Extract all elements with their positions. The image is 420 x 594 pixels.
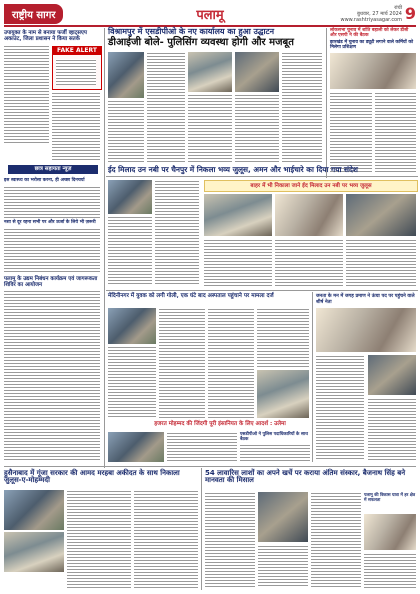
story-photo [204, 194, 272, 236]
text-block [159, 308, 205, 418]
column-rule [312, 292, 313, 462]
text-block [240, 444, 310, 462]
box-banner: छात्र सहायता न्यूज़ [8, 165, 98, 174]
text-block [316, 355, 364, 460]
text-block [108, 346, 156, 418]
ad-title: FAKE ALERT [53, 47, 101, 55]
fake-alert-ad [52, 46, 102, 90]
text-block [375, 92, 416, 172]
story-photo [316, 308, 416, 352]
text-block [364, 553, 416, 588]
story-photo [108, 52, 144, 98]
story-photo [330, 53, 416, 89]
column-rule [104, 28, 105, 468]
story-photo [108, 180, 152, 214]
section-title: पलामू [196, 8, 224, 23]
text-block [257, 308, 309, 368]
left-column [4, 30, 102, 43]
right-headline-1: लोकसभा चुनाव में शांति बहाली को लेकर डीसी और एसपी ने की बैठक [330, 28, 409, 39]
row-rule [106, 176, 418, 177]
text-block [134, 490, 198, 588]
top-headline: विश्रामपुर में एसडीपीओ के नए कार्यालय का हुआ उद्घाटन [108, 27, 275, 36]
story-photo [368, 355, 416, 395]
text-block [155, 180, 199, 286]
column-rule [201, 468, 202, 590]
text-block [368, 398, 416, 460]
text-block [275, 239, 343, 286]
page-number: 9 [404, 4, 416, 23]
left-headline-3: नशा से दूर रहना सभी पर और ऊर्जा के लिये भी ज़रूरी [4, 220, 96, 225]
text-block [4, 45, 49, 145]
text-block [208, 308, 254, 418]
mid-headline: ईद मिलाद उन नबी पर चैनपुर में निकला भव्य जुलूस, अमन और भाईचारे का दिया गया संदेश [108, 165, 358, 174]
text-block [108, 100, 144, 162]
text-block [4, 290, 100, 460]
portrait-photo [258, 492, 308, 542]
bottom-headline-left: हुसैनाबाद में गूंजा सरकार की आमद मरहबा अकीदत के साथ निकाला जुलूस-ए-मोहम्मदी [4, 469, 180, 485]
text-block [67, 490, 131, 588]
text-block [188, 94, 232, 162]
left-headline-2: इस स्वास्थ्य का भरोसा करना, ही अच्छा दिनचर्या [4, 178, 85, 183]
center-headline-2: हजरत मोहम्मद की जिंदगी पूरी इंसानियत के लिए आदर्श : उलेमा [154, 421, 286, 427]
dateline-date: बुधवार, 27 मार्च 2024 [357, 11, 402, 17]
text-block [4, 228, 100, 274]
story-photo [188, 52, 232, 92]
text-block [235, 94, 279, 162]
dateline-city: रांची [394, 5, 402, 11]
text-block [167, 432, 237, 462]
text-block [204, 239, 272, 286]
center-headline-4: एसडीपीओ ने पुलिस पदाधिकारियों के साथ बैठक [240, 432, 308, 443]
text-block [346, 239, 416, 286]
text-block [205, 492, 255, 588]
text-block [52, 92, 100, 162]
story-photo [235, 52, 279, 92]
row-rule [4, 466, 416, 467]
story-photo [257, 370, 309, 418]
story-photo [275, 194, 343, 236]
text-block [311, 492, 361, 588]
left-headline-4: पलामू के उद्यम निबंधन कार्यक्रम एवं जागरूकता शिविर का आयोजन [4, 276, 98, 289]
ad-text [56, 59, 96, 85]
story-photo [364, 514, 416, 550]
column-rule [326, 28, 327, 178]
brand-logo: राष्ट्रीय सागर [4, 4, 63, 24]
row-rule [106, 290, 418, 291]
website: www.rashtriyasagar.com [340, 17, 402, 23]
right-headline-2: झारखंड में चुनाव का ड्यूटी लगाने वाले कर्मियों को मिलेगा प्रशिक्षण [330, 40, 414, 51]
story-photo [108, 308, 156, 344]
story-photo [108, 432, 164, 462]
story-photo [4, 532, 64, 572]
text-block [258, 545, 308, 588]
left-headline-1: उपायुक्त के नाम से बनाया फर्जी व्हाट्सएप अकाउंट, जिला प्रशासन ने किया सतर्क [4, 30, 87, 43]
text-block [282, 52, 322, 162]
bottom-headline-right: 54 लावारिस लाशों का अपने खर्चे पर कराया अंतिम संस्कार, बैजनाथ सिंह बने मानवता की मिसाल [205, 469, 406, 485]
text-block [4, 186, 100, 218]
story-photo [346, 194, 416, 236]
text-block [147, 52, 185, 162]
text-block [330, 92, 372, 172]
center-headline-3: जनता के मन में जगह प्रमाण ने ऊंचा पद पर पहुंचने वाले शीर्ष नेता [316, 294, 415, 305]
bottom-headline-small: पलामू की विकास यात्रा में हर क्षेत्र में सफलता [364, 492, 416, 502]
masthead [4, 3, 416, 27]
mid-right-banner: बाहर में भी निकाला जाने ईद मिलाद उन नबी पर भव्य जुलूस [204, 180, 418, 192]
story-photo [4, 490, 64, 530]
top-subheadline: डीआईजी बोले- पुलिसिंग व्यवस्था होगी और मजबूत [108, 37, 294, 48]
text-block [108, 216, 152, 286]
center-headline-1: मेदिनीनगर में युवक को लगी गोली, एक घंटे बाद अस्पताल पहुंचाने पर मामला दर्ज [108, 293, 274, 299]
